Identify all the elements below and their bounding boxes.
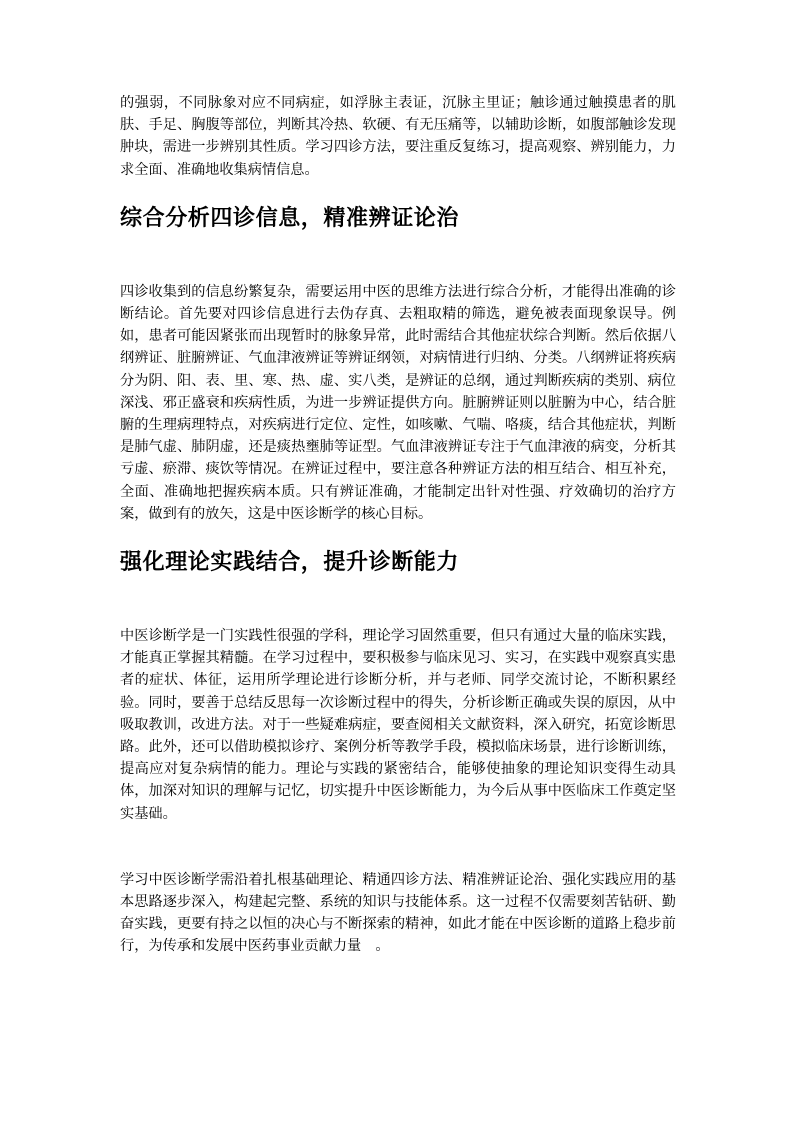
document-content xyxy=(120,92,676,958)
intro-paragraph: 的强弱，不同脉象对应不同病症，如浮脉主表证，沉脉主里证；触诊通过触摸患者的肌肤、手足、胸腹等部位，判断其冷热、软硬、有无压痛等，以辅助诊断，如腹部触诊发现肿块，需进一步辨别其性质。学习四诊方法，要注重反复练习，提高观察、辨别能力，力求全面、准确地收集病情信息。 xyxy=(120,95,676,178)
conclusion-paragraph: 学习中医诊断学需沿着扎根基础理论、精通四诊方法、精准辨证论治、强化实践应用的基本思路逐步深入，构建起完整、系统的知识与技能体系。这一过程不仅需要刻苦钻研、勤奋实践，更要有持之以恒的决心与不断探索的精神，如此才能在中医诊断的道路上稳步前行，为传承和发展中医药事业贡献力量 。 xyxy=(120,871,676,955)
synthesis-paragraph: 四诊收集到的信息纷繁复杂，需要运用中医的思维方法进行综合分析，才能得出准确的诊断结论。首先要对四诊信息进行去伪存真、去粗取精的筛选，避免被表面现象误导。例如，患者可能因紧张而出现暂时的脉象异常，此时需结合其他症状综合判断。然后依据八纲辨证、脏腑辨证、气血津液辨证等辨证纲领，对病情进行归纳、分类。八纲辨证将疾病分为阴、阳、表、里、寒、热、虚、实八类，是辨证的总纲，通过判断疾病的类别、病位深浅、邪正盛衰和疾病性质，为进一步辨证提供方向。脏腑辨证则以脏腑为中心，结合脏腑的生理病理特点，对疾病进行定位、定性，如咳嗽、气喘、咯痰，结合其他症状，判断是肺气虚、肺阴虚，还是痰热壅肺等证型。气血津液辨证专注于气血津液的病变，分析其亏虚、瘀滞、痰饮等情况。在辨证过程中，要注意各种辨证方法的相互结合、相互补充，全面、准确地把握疾病本质。只有辨证准确，才能制定出针对性强、疗效确切的治疗方案，做到有的放矢，这是中医诊断学的核心目标。 xyxy=(120,283,676,522)
practice-paragraph: 中医诊断学是一门实践性很强的学科，理论学习固然重要，但只有通过大量的临床实践，才能真正掌握其精髓。在学习过程中，要积极参与临床见习、实习，在实践中观察真实患者的症状、体征，运用所学理论进行诊断分析，并与老师、同学交流讨论，不断积累经验。同时，要善于总结反思每一次诊断过程中的得失，分析诊断正确或失误的原因，从中吸取教训，改进方法。对于一些疑难病症，要查阅相关文献资料，深入研究，拓宽诊断思路。此外，还可以借助模拟诊疗、案例分析等教学手段，模拟临床场景，进行诊断训练，提高应对复杂病情的能力。理论与实践的紧密结合，能够使抽象的理论知识变得生动具体，加深对知识的理解与记忆，切实提升中医诊断能力，为今后从事中医临床工作奠定坚实基础。 xyxy=(120,628,676,822)
section-heading-synthesis: 综合分析四诊信息，精准辨证论治 xyxy=(120,204,460,231)
section-heading-practice: 强化理论实践结合，提升诊断能力 xyxy=(120,549,460,576)
